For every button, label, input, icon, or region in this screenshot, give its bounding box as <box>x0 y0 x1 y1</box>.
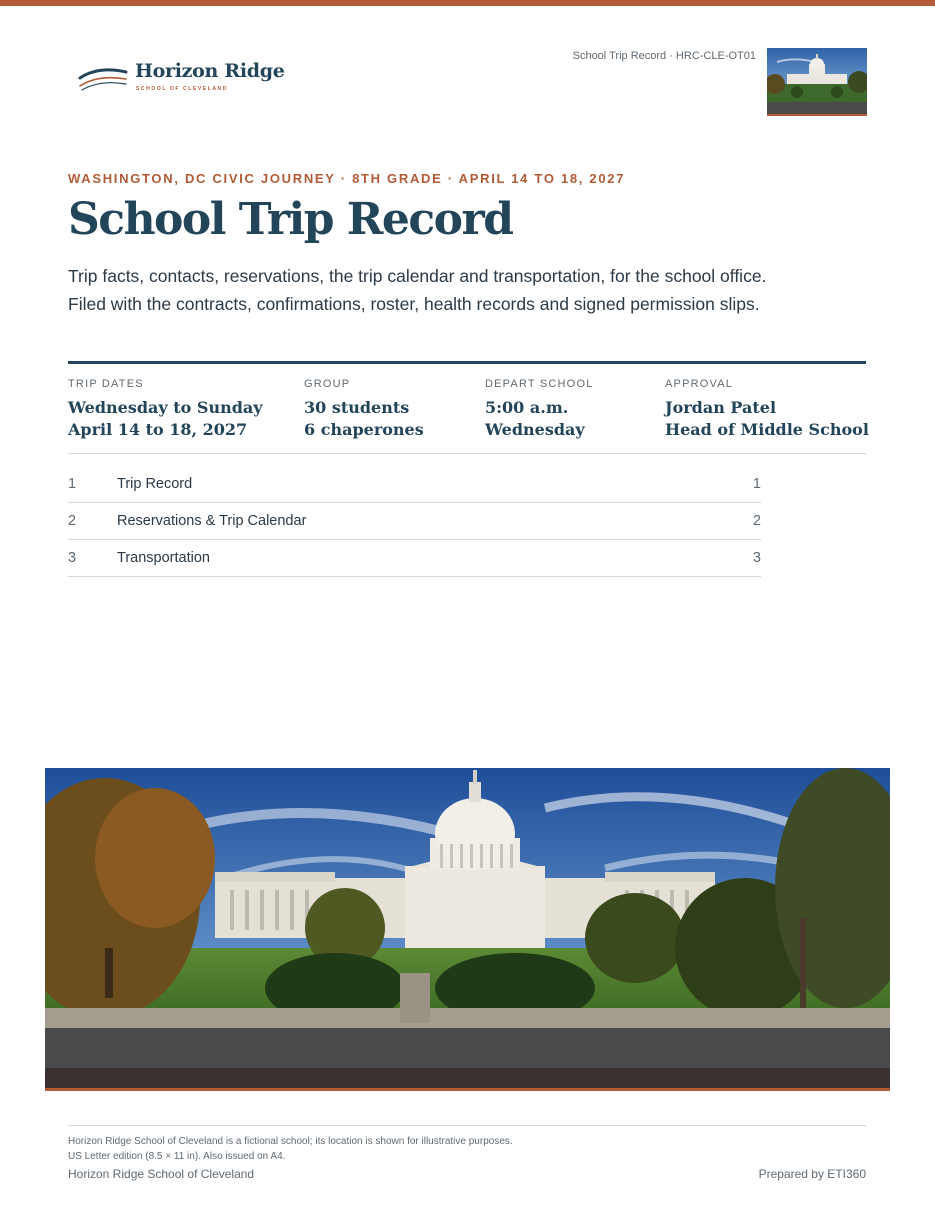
capitol-hero-image <box>45 768 890 1091</box>
fact-value: Wednesday to Sunday <box>68 398 263 417</box>
table-of-contents <box>68 466 761 577</box>
logo-name: Horizon Ridge <box>135 60 285 82</box>
intro-text: Trip facts, contacts, reservations, the trip calendar and transportation, for the school office. Filed with the contracts, confirmations, roster, health records and signed permission slips. <box>68 266 767 314</box>
fact-label: DEPART SCHOOL <box>485 378 594 390</box>
horizon-wave-icon <box>78 66 128 92</box>
fact-value: April 14 to 18, 2027 <box>68 420 248 439</box>
top-accent-bar <box>0 0 935 6</box>
toc-item-reservations[interactable] <box>68 503 761 540</box>
document-reference: School Trip Record · HRC-CLE-OT01 <box>572 50 756 62</box>
fact-depart-school <box>485 378 594 441</box>
toc-item-trip-record[interactable] <box>68 466 761 503</box>
fact-group <box>304 378 424 441</box>
fact-value: 30 students <box>304 398 410 417</box>
fact-value: 6 chaperones <box>304 420 424 439</box>
toc-number: 1 <box>68 476 77 492</box>
footer-prepared-by: Prepared by ETI360 <box>758 1167 866 1181</box>
fact-approval <box>665 378 869 441</box>
fact-value: Wednesday <box>485 420 585 439</box>
toc-title: Reservations & Trip Calendar <box>117 513 307 529</box>
fact-value: Jordan Patel <box>665 398 777 417</box>
toc-title: Trip Record <box>117 476 193 492</box>
toc-number: 2 <box>68 513 77 529</box>
toc-page: 3 <box>752 550 761 566</box>
trip-eyebrow: WASHINGTON, DC CIVIC JOURNEY · 8TH GRADE · APRIL 14 TO 18, 2027 <box>68 171 626 186</box>
fact-trip-dates <box>68 378 263 441</box>
fact-label: APPROVAL <box>665 378 734 390</box>
capitol-thumbnail <box>767 48 867 116</box>
toc-page: 2 <box>752 513 761 529</box>
disclaimer-line: US Letter edition (8.5 × 11 in). Also issued on A4. <box>68 1151 286 1162</box>
page-title: School Trip Record <box>68 194 513 245</box>
logo-subline: SCHOOL OF CLEVELAND <box>136 86 228 92</box>
toc-title: Transportation <box>117 550 210 566</box>
toc-number: 3 <box>68 550 77 566</box>
footer-divider <box>68 1125 866 1126</box>
toc-item-transportation[interactable] <box>68 540 761 577</box>
fact-label: GROUP <box>304 378 351 390</box>
fact-label: TRIP DATES <box>68 378 144 390</box>
fact-value: Head of Middle School <box>665 420 869 439</box>
footer-school-name: Horizon Ridge School of Cleveland <box>68 1167 255 1181</box>
toc-page: 1 <box>752 476 761 492</box>
footer-disclaimer <box>68 1134 513 1164</box>
school-logo[interactable] <box>78 60 285 100</box>
disclaimer-line: Horizon Ridge School of Cleveland is a fictional school; its location is shown for illustrative purposes. <box>68 1136 513 1147</box>
trip-facts <box>68 361 869 454</box>
fact-value: 5:00 a.m. <box>485 398 569 417</box>
